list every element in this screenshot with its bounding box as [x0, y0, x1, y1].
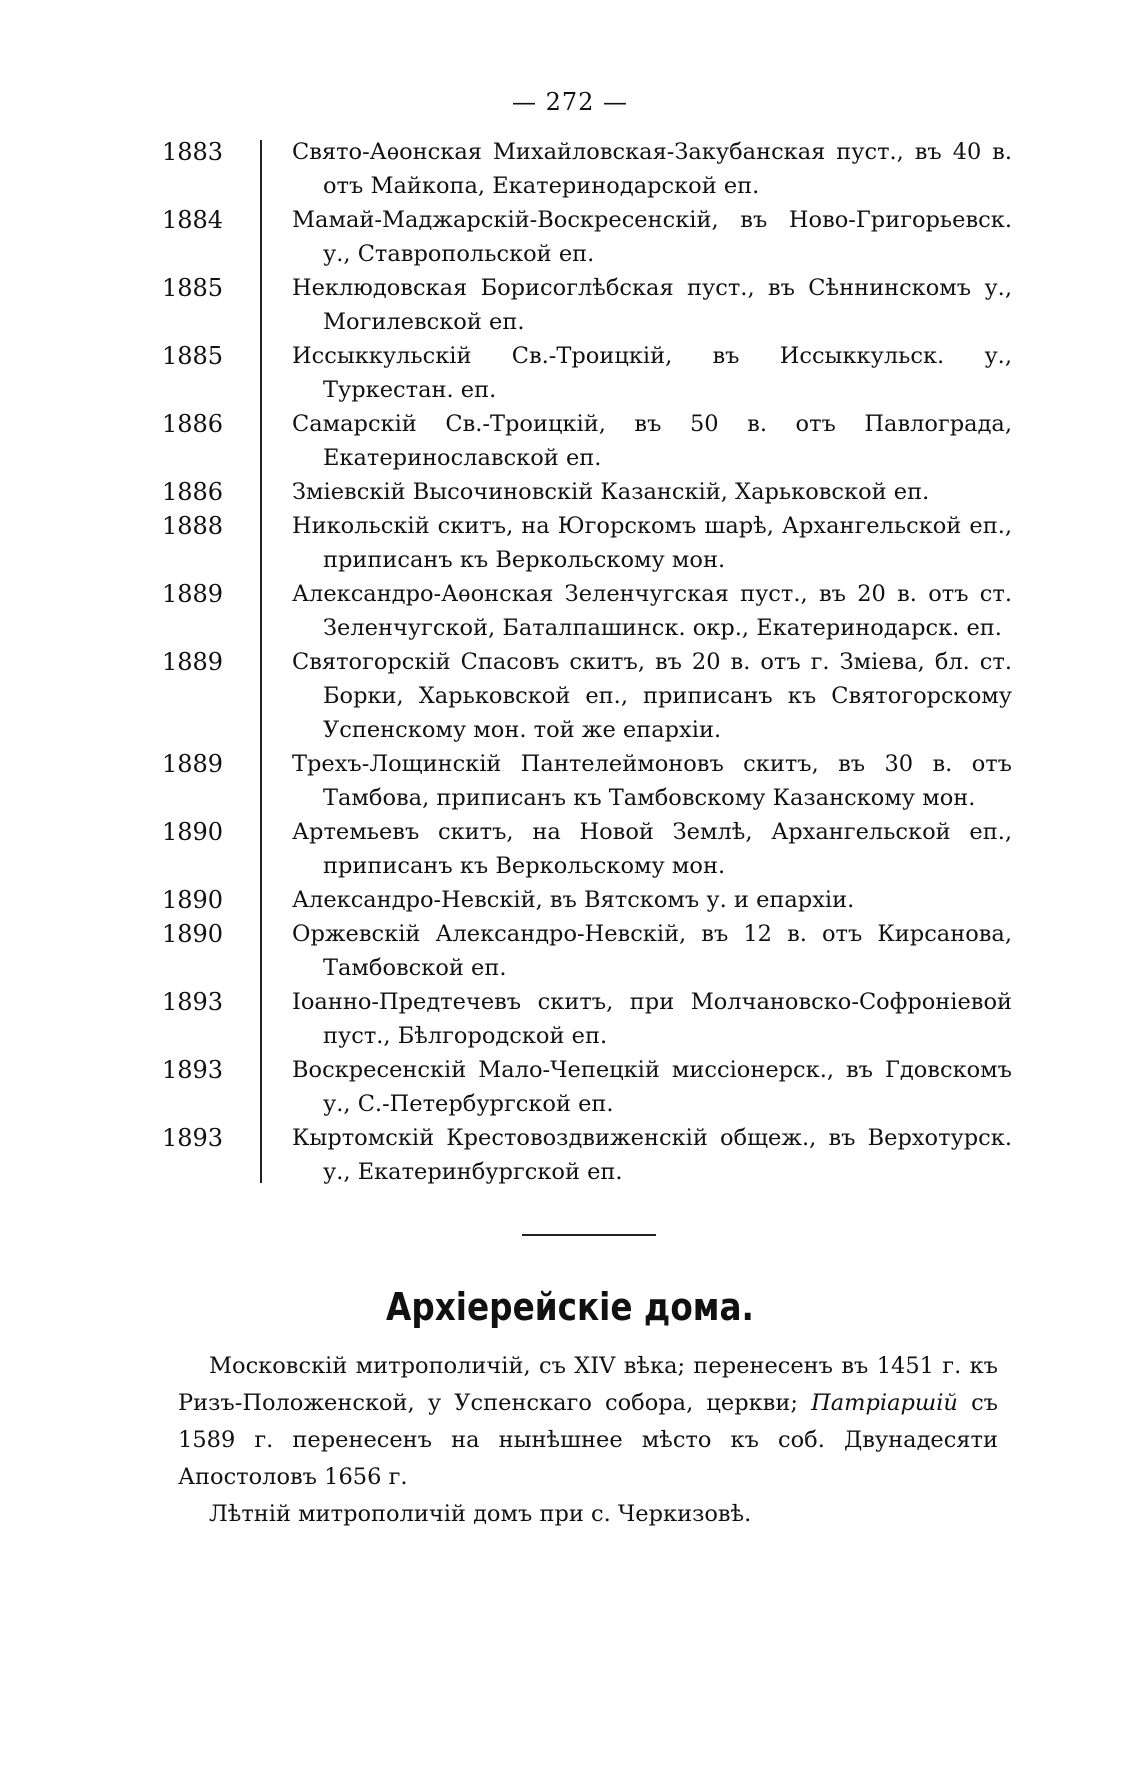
entry-text: Свято-Аѳонская Михайловская-Закубанская пуст., въ 40 в. отъ Майкопа, Екатеринодарской еп.	[292, 139, 1012, 199]
entry-year: 1886	[162, 478, 224, 506]
entry-year: 1883	[162, 138, 224, 166]
entry-row	[162, 815, 1012, 883]
entry-text: Мамай-Маджарскій-Воскресенскій, въ Ново-Григорьевск. у., Ставропольской еп.	[292, 207, 1012, 267]
section-divider	[522, 1234, 656, 1236]
entry-year: 1889	[162, 750, 224, 778]
entry-year: 1893	[162, 1056, 224, 1084]
entry-text: Иссыккульскій Св.-Троицкій, въ Иссыккульск. у., Туркестан. еп.	[292, 343, 1012, 403]
entry-row	[162, 509, 1012, 577]
section-heading: Архіерейскіе дома.	[386, 1285, 754, 1329]
entry-year: 1889	[162, 648, 224, 676]
entry-row	[162, 1053, 1012, 1121]
entry-text: Александро-Невскій, въ Вятскомъ у. и епархіи.	[292, 887, 855, 913]
entry-year: 1884	[162, 206, 224, 234]
entry-row	[162, 577, 1012, 645]
entry-text: Іоанно-Предтечевъ скитъ, при Молчановско-Софроніевой пуст., Бѣлгородской еп.	[292, 989, 1012, 1049]
entry-year: 1885	[162, 274, 224, 302]
paragraph-moscow-metropolitan	[178, 1348, 998, 1496]
entry-text: Неклюдовская Борисоглѣбская пуст., въ Сѣннинскомъ у., Могилевской еп.	[292, 275, 1012, 335]
entry-row	[162, 883, 1012, 917]
entry-year: 1890	[162, 818, 224, 846]
entry-text: Артемьевъ скитъ, на Новой Землѣ, Архангельской еп., приписанъ къ Веркольскому мон.	[292, 819, 1012, 879]
entry-text: Святогорскій Спасовъ скитъ, въ 20 в. отъ г. Зміева, бл. ст. Борки, Харьковской еп., приписанъ къ Святогорскому Успенскому мон. той же епархіи.	[292, 649, 1012, 743]
entry-row	[162, 645, 1012, 747]
entry-row	[162, 475, 1012, 509]
entry-year: 1893	[162, 1124, 224, 1152]
entry-row	[162, 135, 1012, 203]
entry-text: Воскресенскій Мало-Чепецкій миссіонерск., въ Гдовскомъ у., С.-Петербургской еп.	[292, 1057, 1012, 1117]
entry-text: Никольскій скитъ, на Югорскомъ шарѣ, Архангельской еп., приписанъ къ Веркольскому мон.	[292, 513, 1012, 573]
entry-row	[162, 203, 1012, 271]
entry-year: 1890	[162, 886, 224, 914]
entry-text: Зміевскій Высочиновскій Казанскій, Харьковской еп.	[292, 479, 930, 505]
entry-year: 1885	[162, 342, 224, 370]
entry-year: 1886	[162, 410, 224, 438]
section-body	[178, 1348, 998, 1533]
italic-term: Патріаршій	[811, 1390, 958, 1416]
paragraph-summer-house: Лѣтній митрополичій домъ при с. Черкизовѣ.	[209, 1501, 752, 1527]
page-number: — 272 —	[511, 88, 629, 116]
entry-row	[162, 271, 1012, 339]
entry-row	[162, 917, 1012, 985]
entry-year: 1888	[162, 512, 224, 540]
entry-text: Оржевскій Александро-Невскій, въ 12 в. отъ Кирсанова, Тамбовской еп.	[292, 921, 1012, 981]
entry-row	[162, 339, 1012, 407]
entry-year: 1893	[162, 988, 224, 1016]
paragraph-text-continued: съ 1589 г. перенесенъ на нынѣшнее мѣсто къ соб. Двунадесяти Апостоловъ 1656 г.	[178, 1390, 998, 1490]
entry-text: Александро-Аѳонская Зеленчугская пуст., въ 20 в. отъ ст. Зеленчугской, Баталпашинск. окр., Екатеринодарск. еп.	[292, 581, 1012, 641]
entry-row	[162, 747, 1012, 815]
monastery-list	[162, 135, 1012, 1189]
entry-row	[162, 1121, 1012, 1189]
entry-row	[162, 407, 1012, 475]
entry-text: Самарскій Св.-Троицкій, въ 50 в. отъ Павлограда, Екатеринославской еп.	[292, 411, 1012, 471]
entry-row	[162, 985, 1012, 1053]
paragraph-text: Московскій митрополичій, съ XIV вѣка; перенесенъ въ 1451 г. къ Ризъ-Положенской, у Успенскаго собора, церкви;	[178, 1353, 998, 1416]
entry-text: Трехъ-Лощинскій Пантелеймоновъ скитъ, въ 30 в. отъ Тамбова, приписанъ къ Тамбовскому Казанскому мон.	[292, 751, 1012, 811]
entry-year: 1889	[162, 580, 224, 608]
entry-text: Кыртомскій Крестовоздвиженскій общеж., въ Верхотурск. у., Екатеринбургской еп.	[292, 1125, 1012, 1185]
entry-year: 1890	[162, 920, 224, 948]
